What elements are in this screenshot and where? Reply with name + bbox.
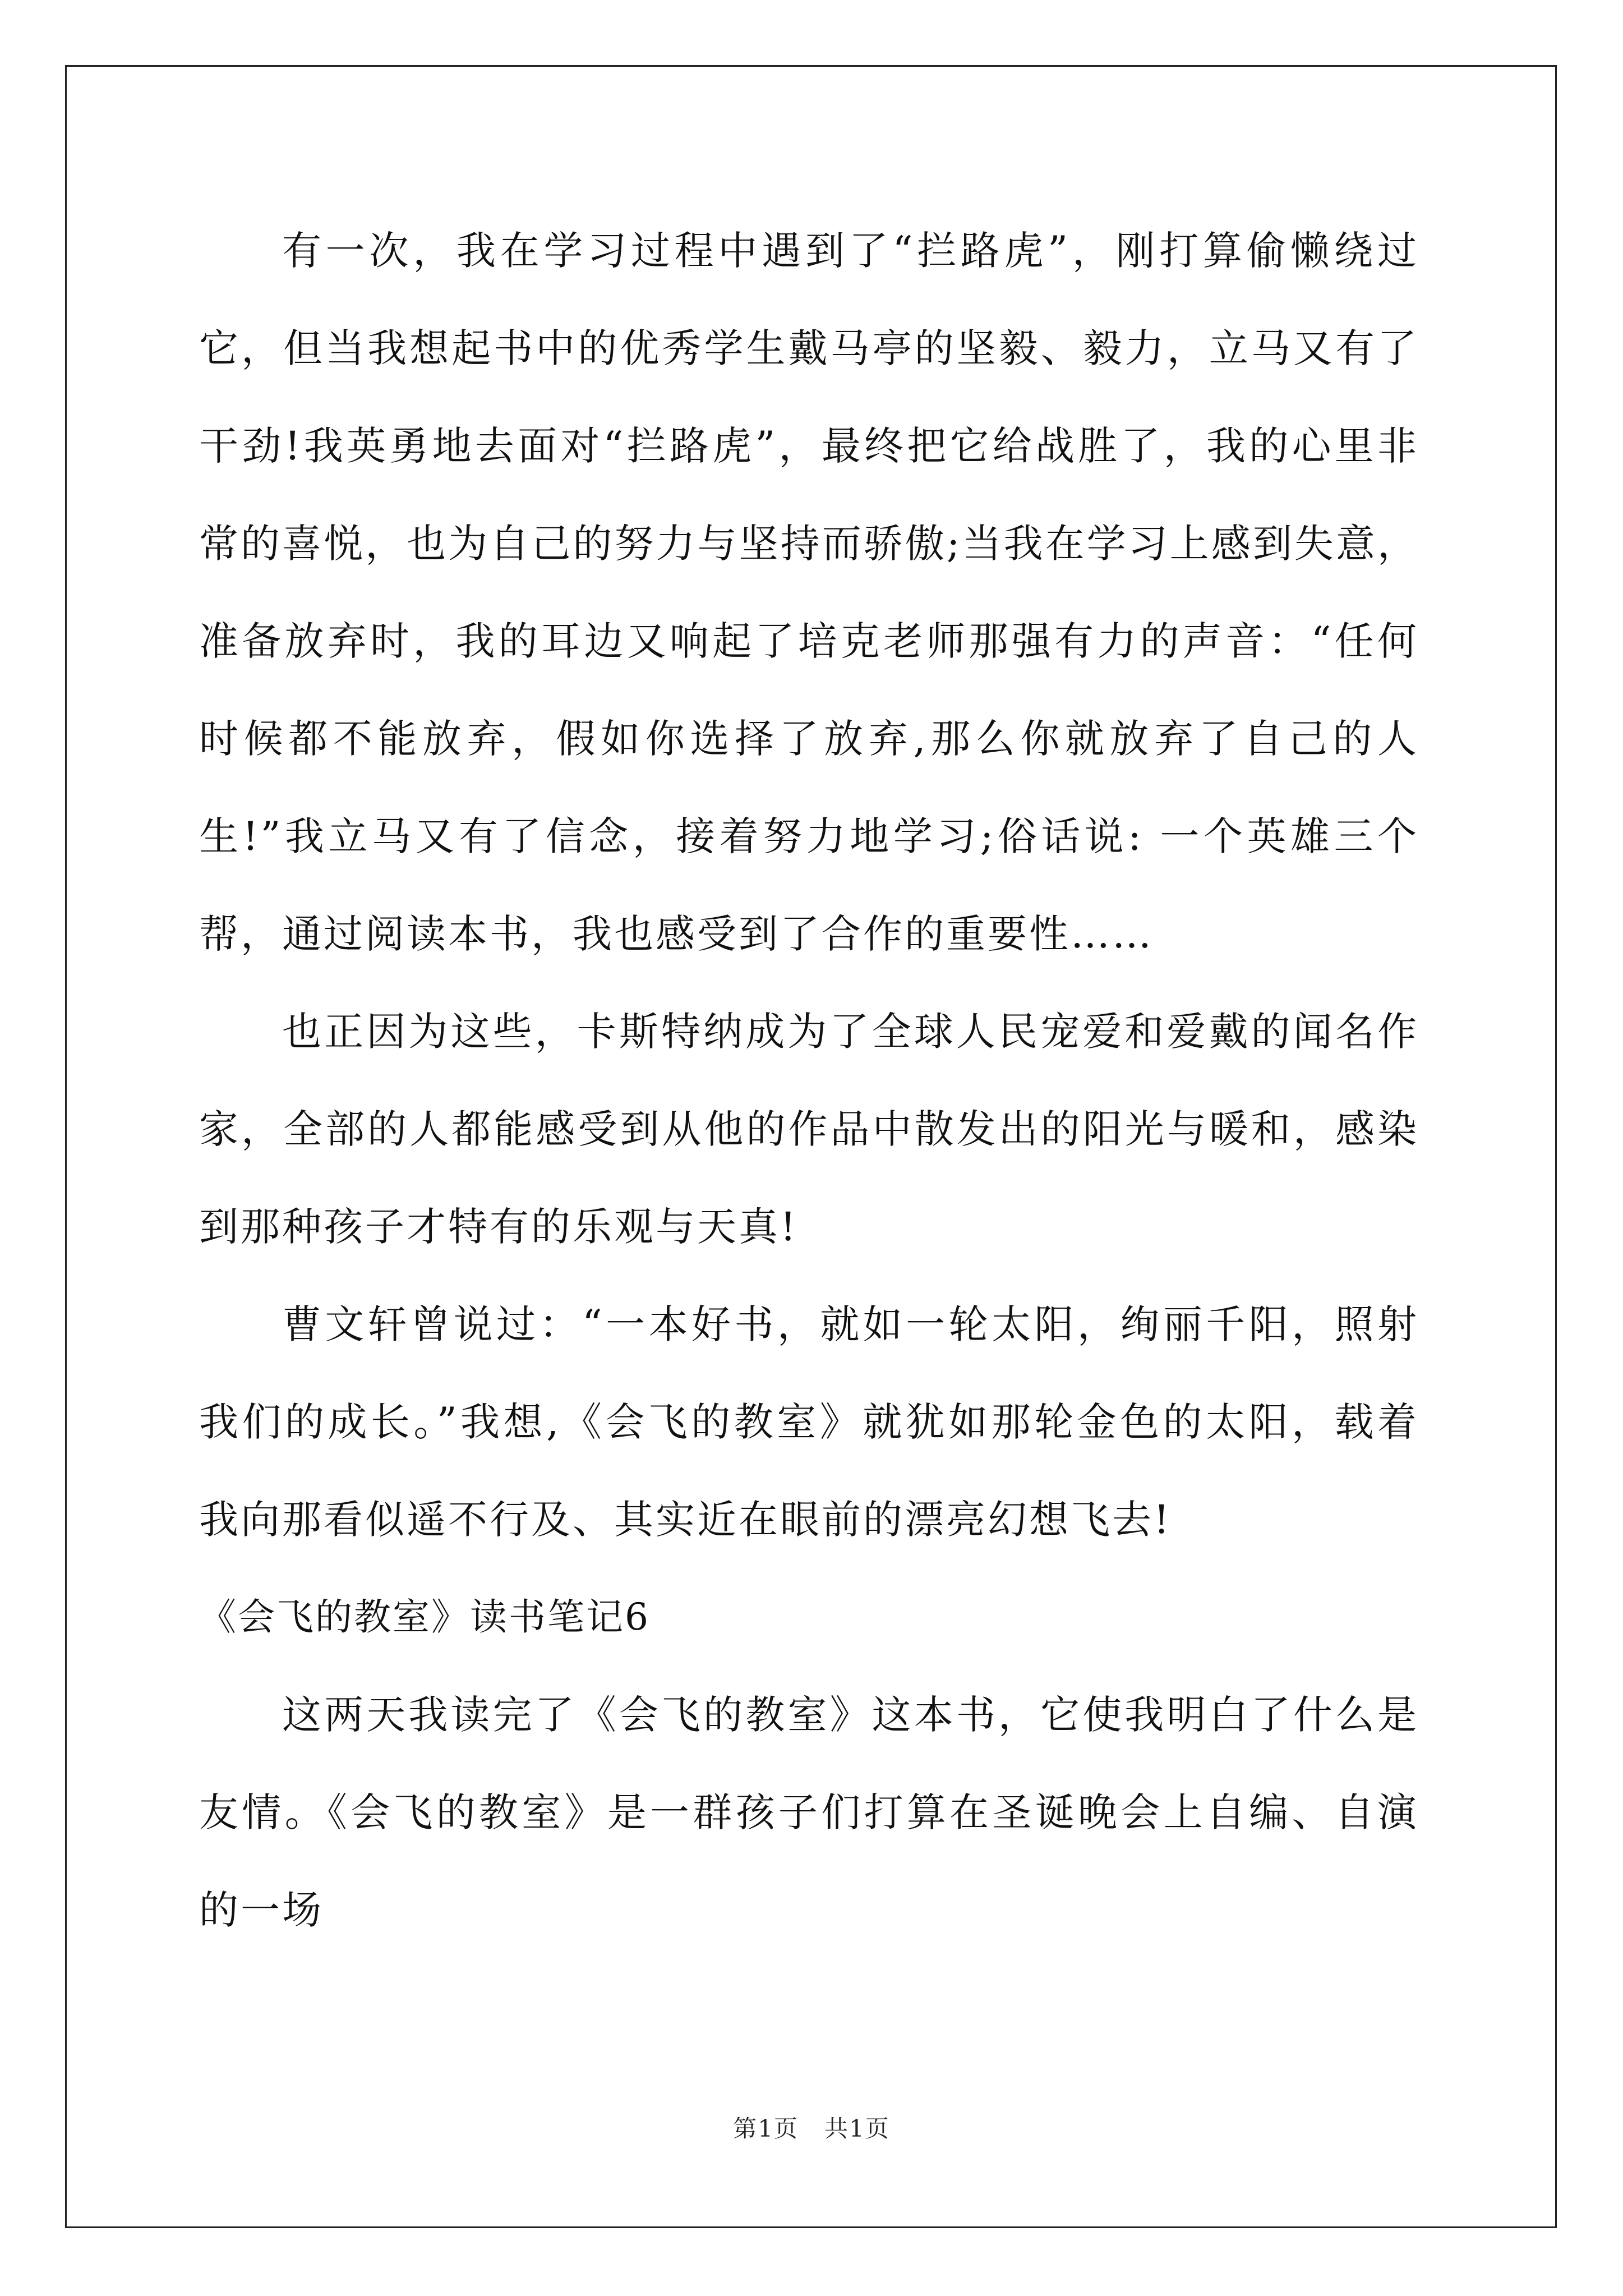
page-number-current: 第1页 <box>733 2115 799 2142</box>
paragraph-friendship: 这两天我读完了《会飞的教室》这本书，它使我明白了什么是友情。《会飞的教室》是一群孩子们打算在圣诞晚会上自编、自演的一场 <box>199 1692 1419 1933</box>
section-heading: 《会飞的教室》读书笔记6 <box>199 1595 650 1639</box>
document-body <box>199 202 1419 1959</box>
paragraph-author-fame: 也正因为这些，卡斯特纳成为了全球人民宠爱和爱戴的闻名作家，全部的人都能感受到从他的作品中散发出的阳光与暖和，感染到那种孩子才特有的乐观与天真! <box>199 1009 1419 1250</box>
page-footer <box>0 2110 1623 2144</box>
paragraph-perseverance: 有一次，我在学习过程中遇到了“拦路虎”，刚打算偷懒绕过它，但当我想起书中的优秀学生戴马亭的坚毅、毅力，立马又有了干劲!我英勇地去面对“拦路虎”，最终把它给战胜了，我的心里非常的喜悦，也为自己的努力与坚持而骄傲;当我在学习上感到失意，准备放弃时，我的耳边又响起了培克老师那强有力的声音：“任何时候都不能放弃，假如你选择了放弃,那么你就放弃了自己的人生!”我立马又有了信念，接着努力地学习;俗话说: 一个英雄三个帮，通过阅读本书，我也感受到了合作的重要性…… <box>199 228 1419 957</box>
paragraph-quote: 曹文轩曾说过：“一本好书，就如一轮太阳，绚丽千阳，照射我们的成长。”我想,《会飞的教室》就犹如那轮金色的太阳，载着我向那看似遥不行及、其实近在眼前的漂亮幻想飞去! <box>199 1301 1419 1543</box>
page-number-total: 共1页 <box>824 2115 890 2142</box>
